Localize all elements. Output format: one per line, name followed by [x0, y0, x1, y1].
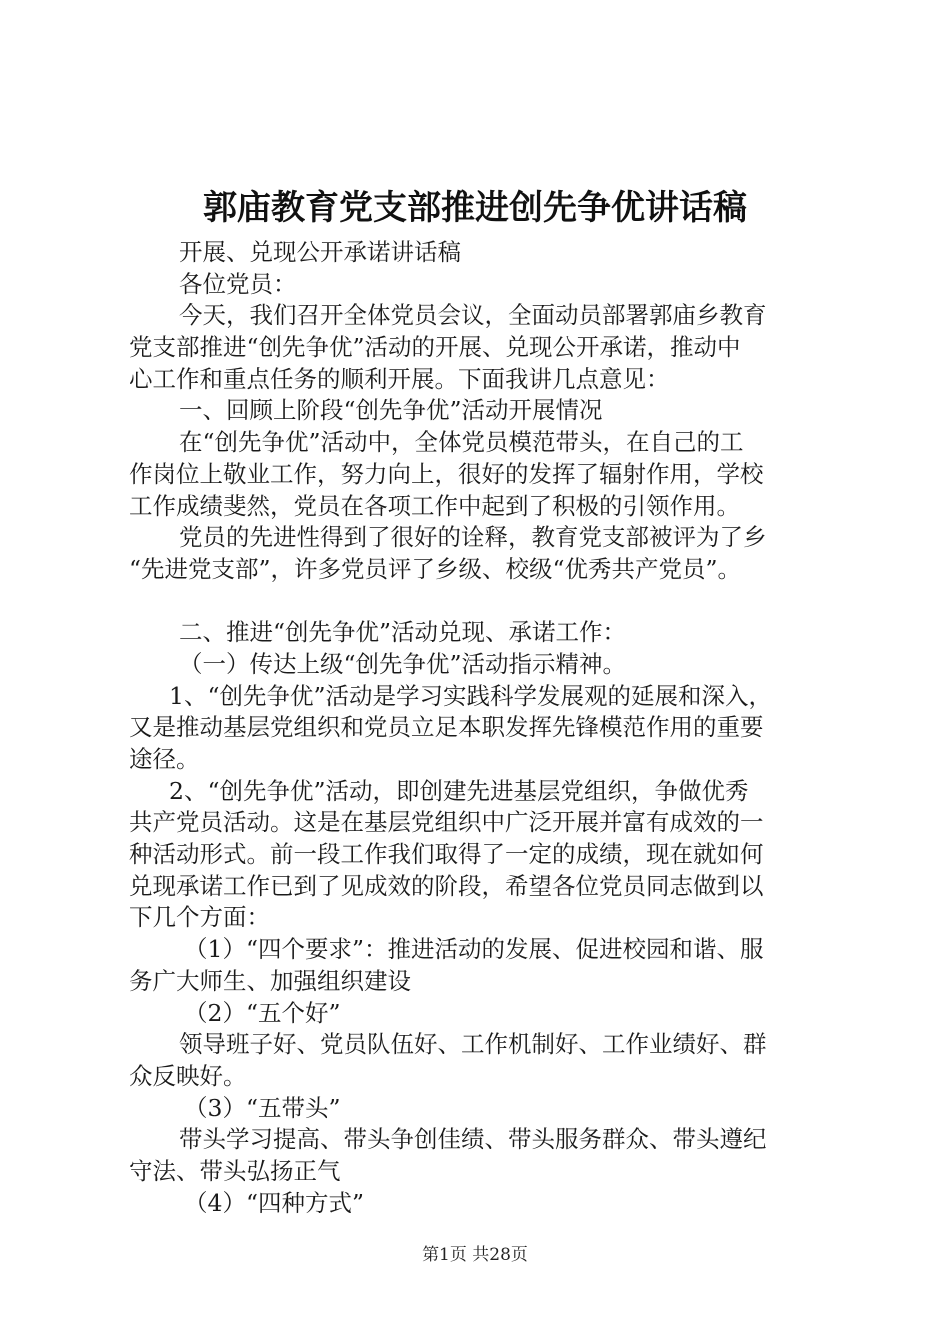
section-heading: 一、回顾上阶段“创先争优”活动开展情况 [179, 396, 603, 425]
subsection-heading: （一）传达上级“创先争优”活动指示精神。 [179, 649, 627, 678]
paragraph-line: 途径。 [129, 745, 200, 773]
paragraph-line: 党支部推进“创先争优”活动的开展、兑现公开承诺，推动中 [129, 333, 741, 362]
document-body [129, 237, 829, 1219]
section-heading: 二、推进“创先争优”活动兑现、承诺工作： [179, 618, 627, 647]
paragraph-line: 守法、带头弘扬正气 [129, 1156, 341, 1185]
paragraph-line: 工作成绩斐然，党员在各项工作中起到了积极的引领作用。 [129, 491, 740, 520]
paragraph-line: 务广大师生、加强组织建设 [129, 966, 411, 995]
list-item-heading: （1）“四个要求”：推进活动的发展、促进校园和谐、服 [184, 935, 764, 964]
paragraph-line: 党员的先进性得到了很好的诠释，教育党支部被评为了乡 [179, 523, 767, 552]
paragraph-line: 作岗位上敬业工作，努力向上，很好的发挥了辐射作用，学校 [129, 459, 764, 488]
paragraph-line: 今天，我们召开全体党员会议，全面动员部署郭庙乡教育 [179, 301, 767, 330]
paragraph-line: 兑现承诺工作已到了见成效的阶段，希望各位党员同志做到以 [129, 871, 764, 900]
list-item-heading: （3）“五带头” [184, 1093, 341, 1122]
list-item-heading: （2）“五个好” [184, 998, 341, 1027]
paragraph-line: 领导班子好、党员队伍好、工作机制好、工作业绩好、群 [179, 1030, 767, 1059]
paragraph-line: 在“创先争优”活动中，全体党员模范带头，在自己的工 [179, 428, 744, 457]
paragraph-line: “先进党支部”，许多党员评了乡级、校级“优秀共产党员”。 [129, 554, 742, 583]
page-number: 第1页 共28页 [422, 1245, 528, 1265]
paragraph-line: 1、“创先争优”活动是学习实践科学发展观的延展和深入， [169, 681, 772, 710]
paragraph-line: 开展、兑现公开承诺讲话稿 [179, 238, 461, 266]
paragraph-line: 下几个方面： [129, 903, 270, 932]
paragraph-line: 各位党员： [179, 269, 297, 298]
paragraph-line: 种活动形式。前一段工作我们取得了一定的成绩，现在就如何 [129, 840, 764, 869]
list-item-heading: （4）“四种方式” [184, 1188, 364, 1217]
paragraph-line: 带头学习提高、带头争创佳绩、带头服务群众、带头遵纪 [179, 1125, 767, 1154]
paragraph-line: 又是推动基层党组织和党员立足本职发挥先锋模范作用的重要 [129, 713, 764, 742]
paragraph-line: 2、“创先争优”活动，即创建先进基层党组织，争做优秀 [169, 776, 749, 805]
paragraph-line: 共产党员活动。这是在基层党组织中广泛开展并富有成效的一 [129, 808, 764, 837]
paragraph-line: 心工作和重点任务的顺利开展。下面我讲几点意见： [129, 364, 670, 393]
paragraph-line: 众反映好。 [129, 1061, 247, 1090]
page-title: 郭庙教育党支部推进创先争优讲话稿 [203, 188, 747, 228]
blank-line [129, 586, 829, 618]
